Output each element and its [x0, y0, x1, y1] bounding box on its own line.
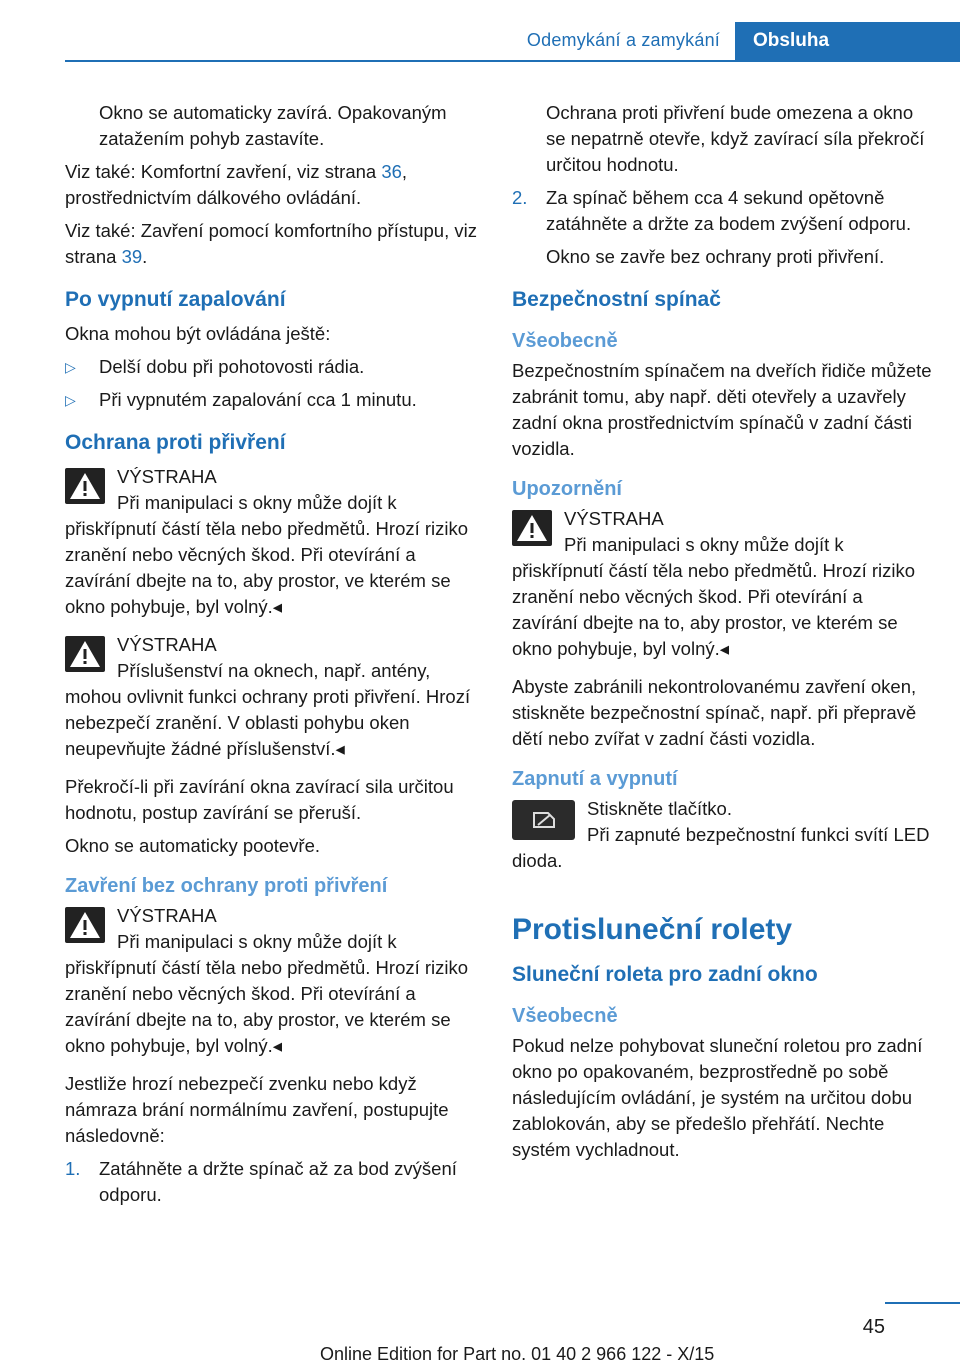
page-header	[0, 22, 960, 62]
steps-list	[512, 185, 932, 237]
window-lock-button-icon	[512, 800, 575, 840]
ignition-bullet-list	[65, 354, 485, 413]
edition-line: Online Edition for Part no. 01 40 2 966 122 - X/15	[320, 1344, 715, 1364]
warning-box	[512, 506, 932, 662]
pinch-paragraph: Okno se automaticky pootevře.	[65, 835, 321, 856]
intro-paragraph: Okno se automaticky zavírá. Opakovaným zatažením pohyb zastavíte.	[99, 102, 447, 149]
see-also-tail: .	[142, 246, 148, 267]
step-number: 2.	[512, 187, 528, 208]
warning-text: Při manipulaci s okny může dojít k přiskřípnutí částí těla nebo předmětů. Hrozí riziko zranění nebo věcných škod. Při otevírání a zavírání dbejte na to, aby prostor, ve kterém se okno pohybuje, byl volný.◂	[65, 492, 469, 617]
header-section-title: Odemykání a zamykání	[526, 30, 720, 50]
warning-box	[65, 632, 485, 762]
ignition-intro: Okna mohou být ovládána ještě:	[65, 323, 331, 344]
page-link-36[interactable]: 36	[381, 161, 402, 182]
see-also-comfort-close	[65, 159, 485, 211]
see-also-text: Viz také: Komfortní zavření, viz strana	[65, 161, 382, 182]
step-text: Zatáhněte a držte spínač až za bod zvýšení odporu.	[99, 1158, 457, 1205]
warning-title: VÝSTRAHA	[117, 634, 217, 655]
warning-text: Při manipulaci s okny může dojít k přiskřípnutí částí těla nebo předmětů. Hrozí riziko zranění nebo věcných škod. Při otevírání a zavírání dbejte na to, aby prostor, ve kterém se okno pohybuje, byl volný.◂	[512, 534, 916, 659]
list-item	[512, 185, 932, 237]
step-text: Za spínač během cca 4 sekund opětovně zatáhněte a držte za bodem zvýšení odporu.	[546, 187, 912, 234]
warning-triangle-icon	[65, 907, 105, 943]
steps-list	[65, 1156, 485, 1208]
warning-text: Příslušenství na oknech, např. antény, mohou ovlivnit funkci ochrany proti přivření. Hrozí nebezpečí zranění. V oblasti pohybu oken neupevňujte žádné příslušenství.◂	[65, 660, 471, 759]
heading-safety-switch: Bezpečnostní spínač	[512, 288, 721, 311]
warning-title: VÝSTRAHA	[564, 508, 664, 529]
list-item: ▷ Delší dobu při pohotovosti rádia.	[65, 354, 485, 380]
see-also-text: Viz také: Zavření pomocí komfortního přístupu, viz strana	[65, 220, 477, 267]
warning-box	[65, 903, 485, 1059]
pinch-paragraph: Překročí-li při zavírání okna zavírací sila určitou hodnotu, postup zavírání se přeruší.	[65, 776, 454, 823]
heading-sun-blinds: Protisluneční rolety	[512, 913, 793, 946]
warning-title: VÝSTRAHA	[117, 905, 217, 926]
heading-general: Všeobecně	[512, 1005, 618, 1027]
page-footer	[0, 1302, 960, 1362]
heading-general: Všeobecně	[512, 330, 618, 352]
heading-close-without-protection: Zavření bez ochrany proti přivření	[65, 875, 388, 897]
heading-notice: Upozornění	[512, 478, 622, 500]
footer-rule	[885, 1302, 960, 1304]
heading-after-ignition: Po vypnutí zapalování	[65, 288, 286, 311]
header-chapter-tab: Obsluha	[735, 22, 960, 62]
warning-title: VÝSTRAHA	[117, 466, 217, 487]
led-text: Při zapnuté bezpečnostní funkci svítí LED dioda.	[512, 824, 930, 871]
press-button-text: Stiskněte tlačítko.	[587, 798, 732, 819]
danger-paragraph: Jestliže hrozí nebezpečí zvenku nebo když námraza brání normálnímu zavření, postupujte následovně:	[65, 1073, 449, 1146]
warning-box	[65, 464, 485, 620]
list-item	[65, 1156, 485, 1208]
on-off-block	[512, 796, 932, 881]
warning-text: Při manipulaci s okny může dojít k přiskřípnutí částí těla nebo předmětů. Hrozí riziko zranění nebo věcných škod. Při otevírání a zavírání dbejte na to, aby prostor, ve kterém se okno pohybuje, byl volný.◂	[65, 931, 469, 1056]
warning-triangle-icon	[65, 636, 105, 672]
see-also-tail: , prostřednictvím dálkového ovládání.	[65, 161, 408, 208]
heading-rear-window-blind: Sluneční roleta pro zadní okno	[512, 963, 818, 986]
warning-triangle-icon	[65, 468, 105, 504]
heading-on-off: Zapnutí a vypnutí	[512, 768, 678, 790]
step-result: Okno se zavře bez ochrany proti přivření.	[546, 246, 885, 267]
list-item: ▷ Při vypnutém zapalování cca 1 minutu.	[65, 387, 485, 413]
left-column	[65, 100, 485, 1215]
heading-pinch-protection: Ochrana proti přivření	[65, 431, 286, 454]
warning-triangle-icon	[512, 510, 552, 546]
notice-paragraph: Abyste zabránili nekontrolovanému zavření oken, stiskněte bezpečnostní spínač, např. při přepravě dětí nebo zvířat v zadní části vozidla.	[512, 676, 917, 749]
see-also-comfort-access	[65, 218, 485, 270]
step-continuation: Ochrana proti přivření bude omezena a okno se nepatrně otevře, když zavírací síla překročí určitou hodnotu.	[546, 102, 925, 175]
page-number: 45	[862, 1316, 885, 1338]
blind-paragraph: Pokud nelze pohybovat sluneční roletou pro zadní okno po opakovaném, bezprostředně po sobě následujícím ovládání, je systém na určitou dobu zablokován, aby se předešlo přehřátí. Nechte systém vychladnout.	[512, 1035, 923, 1160]
step-number: 1.	[65, 1158, 81, 1179]
page-link-39[interactable]: 39	[121, 246, 143, 267]
safety-paragraph: Bezpečnostním spínačem na dveřích řidiče můžete zabránit tomu, aby např. děti otevřely a uzavřely zadní okna prostřednictvím spínačů v zadní části vozidla.	[512, 360, 932, 459]
right-column	[512, 100, 932, 1170]
